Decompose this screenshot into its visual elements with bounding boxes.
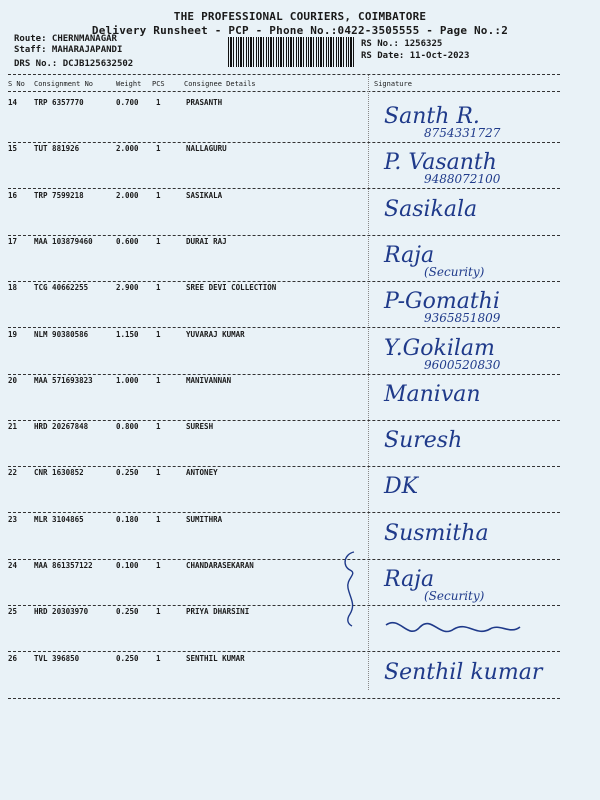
row-sno: 19 [8, 329, 18, 339]
row-pcs: 1 [156, 283, 161, 293]
signature-text: Sasikala [384, 196, 478, 222]
signature-text: Y.Gokilam [384, 335, 495, 361]
signature [380, 472, 570, 516]
table-row [0, 515, 600, 563]
row-divider [8, 605, 560, 606]
row-weight: 0.250 [116, 468, 139, 478]
row-weight: 2.900 [116, 283, 139, 293]
header-divider-top [8, 74, 560, 75]
signature [380, 380, 570, 424]
row-consignment-no: MAA 103879460 [34, 236, 93, 246]
row-consignee: ANTONEY [186, 468, 218, 478]
row-consignment-no: CNR 1630852 [34, 468, 84, 478]
rs-number: RS No.: 1256325 [361, 39, 443, 49]
row-consignment-no: MAA 861357122 [34, 561, 93, 570]
row-weight: 0.700 [116, 98, 139, 107]
row-consignee: SASIKALA [186, 190, 223, 200]
row-consignment-no: TCG 40662255 [34, 283, 89, 293]
row-pcs: 1 [156, 375, 161, 385]
row-consignment-no: TUT 881926 [34, 144, 80, 154]
signature [380, 195, 570, 239]
signature-note: (Security) [424, 589, 485, 603]
signature [380, 334, 570, 378]
row-pcs: 1 [156, 514, 161, 524]
row-sno: 23 [8, 514, 18, 524]
signature-note: 9488072100 [424, 172, 501, 187]
signature-text: Suresh [384, 428, 463, 454]
row-consignee: SURESH [186, 422, 214, 432]
signature-note: 9365851809 [424, 311, 501, 326]
row-pcs: 1 [156, 98, 161, 107]
signature [380, 287, 570, 331]
row-weight: 0.600 [116, 236, 139, 246]
table-row [0, 237, 600, 285]
signature [380, 426, 570, 470]
row-sno: 17 [8, 236, 18, 246]
signature-note: 9600520830 [424, 357, 501, 372]
row-consignment-no: TRP 7599218 [34, 190, 84, 200]
table-row [0, 144, 600, 192]
row-consignee: NALLAGURU [186, 144, 227, 154]
row-divider [8, 420, 560, 421]
row-consignee: PRIYA DHARSINI [186, 607, 250, 617]
header-divider-bottom [8, 91, 560, 92]
row-weight: 2.000 [116, 144, 139, 154]
signature-text: Raja [384, 242, 435, 268]
table-row [0, 191, 600, 239]
col-consignment: Consignment No [34, 80, 94, 88]
table-row [0, 98, 600, 146]
signature-note: 8754331727 [424, 126, 501, 140]
signature [380, 611, 570, 655]
table-row [0, 422, 600, 470]
row-pcs: 1 [156, 190, 161, 200]
signature-scrawl [380, 611, 530, 651]
signature-text: P. Vasanth [384, 150, 497, 176]
signature [380, 565, 570, 609]
table-row [0, 607, 600, 655]
row-consignment-no: NLM 90380586 [34, 329, 89, 339]
row-consignee: MANIVANNAN [186, 375, 232, 385]
signature [380, 241, 570, 285]
row-sno: 26 [8, 653, 18, 663]
signature [380, 519, 570, 563]
row-consignment-no: MLR 3104865 [34, 514, 84, 524]
row-divider [8, 651, 560, 652]
table-row [0, 330, 600, 378]
table-row [0, 468, 600, 516]
table-row [0, 376, 600, 424]
row-divider [8, 466, 560, 467]
signature-text: Manivan [384, 381, 481, 407]
table-row [0, 654, 600, 702]
table-row [0, 561, 600, 609]
row-divider [8, 235, 560, 236]
row-weight: 2.000 [116, 190, 139, 200]
row-divider [8, 281, 560, 282]
row-sno: 24 [8, 561, 18, 570]
row-divider [8, 327, 560, 328]
row-weight: 0.180 [116, 514, 139, 524]
signature [380, 102, 570, 146]
row-consignment-no: MAA 571693823 [34, 375, 93, 385]
row-consignee: PRASANTH [186, 98, 223, 107]
row-consignee: SUMITHRA [186, 514, 223, 524]
row-sno: 22 [8, 468, 18, 478]
row-pcs: 1 [156, 236, 161, 246]
rs-date: RS Date: 11-Oct-2023 [361, 51, 470, 61]
row-pcs: 1 [156, 144, 161, 154]
signature-text: Senthil kumar [384, 659, 543, 685]
row-sno: 18 [8, 283, 18, 293]
row-pcs: 1 [156, 468, 161, 478]
row-weight: 0.250 [116, 607, 139, 617]
signature-text: Susmitha [384, 520, 489, 546]
row-pcs: 1 [156, 422, 161, 432]
row-pcs: 1 [156, 607, 161, 617]
col-signature: Signature [374, 80, 412, 88]
col-sno: S No [8, 80, 25, 88]
row-weight: 0.250 [116, 653, 139, 663]
table-row [0, 283, 600, 331]
col-pcs: PCS [152, 80, 165, 88]
col-consignee: Consignee Details [184, 80, 256, 88]
row-weight: 0.100 [116, 561, 139, 570]
row-consignee: CHANDARASEKARAN [186, 561, 254, 570]
drs-number: DRS No.: DCJB125632502 [14, 59, 134, 69]
row-sno: 14 [8, 98, 18, 107]
signature-text: Raja [384, 567, 435, 592]
row-consignment-no: TVL 396850 [34, 653, 80, 663]
row-sno: 20 [8, 375, 18, 385]
margin-scribble [336, 548, 364, 628]
route-label: Route: CHERNMANAGAR [14, 34, 117, 44]
row-consignee: SREE DEVI COLLECTION [186, 283, 277, 293]
row-divider [8, 374, 560, 375]
row-consignment-no: TRP 6357770 [34, 98, 84, 107]
signature [380, 658, 570, 702]
signature-text: DK [384, 474, 419, 500]
col-weight: Weight [116, 80, 142, 88]
row-divider [8, 142, 560, 143]
row-sno: 25 [8, 607, 18, 617]
signature-note: (Security) [424, 264, 485, 279]
row-divider [8, 698, 560, 699]
row-consignee: YUVARAJ KUMAR [186, 329, 245, 339]
row-divider [8, 188, 560, 189]
row-sno: 21 [8, 422, 18, 432]
signature [380, 148, 570, 192]
row-consignment-no: HRD 20267848 [34, 422, 89, 432]
row-pcs: 1 [156, 329, 161, 339]
row-pcs: 1 [156, 561, 161, 570]
row-sno: 16 [8, 190, 18, 200]
row-weight: 1.150 [116, 329, 139, 339]
row-weight: 0.800 [116, 422, 139, 432]
row-divider [8, 512, 560, 513]
runsheet-subtitle: Delivery Runsheet - PCP - Phone No.:0422-3505555 - Page No.:2 [91, 24, 509, 37]
company-title: THE PROFESSIONAL COURIERS, COIMBATORE [173, 10, 427, 23]
row-pcs: 1 [156, 653, 161, 663]
row-divider [8, 559, 560, 560]
row-weight: 1.000 [116, 375, 139, 385]
row-consignee: SENTHIL KUMAR [186, 653, 245, 663]
signature-text: P-Gomathi [384, 289, 500, 315]
signature-text: Santh R. [384, 104, 480, 129]
barcode [228, 37, 354, 67]
staff-label: Staff: MAHARAJAPANDI [14, 45, 123, 55]
row-consignment-no: HRD 20303970 [34, 607, 89, 617]
row-consignee: DURAI RAJ [186, 236, 227, 246]
row-sno: 15 [8, 144, 18, 154]
